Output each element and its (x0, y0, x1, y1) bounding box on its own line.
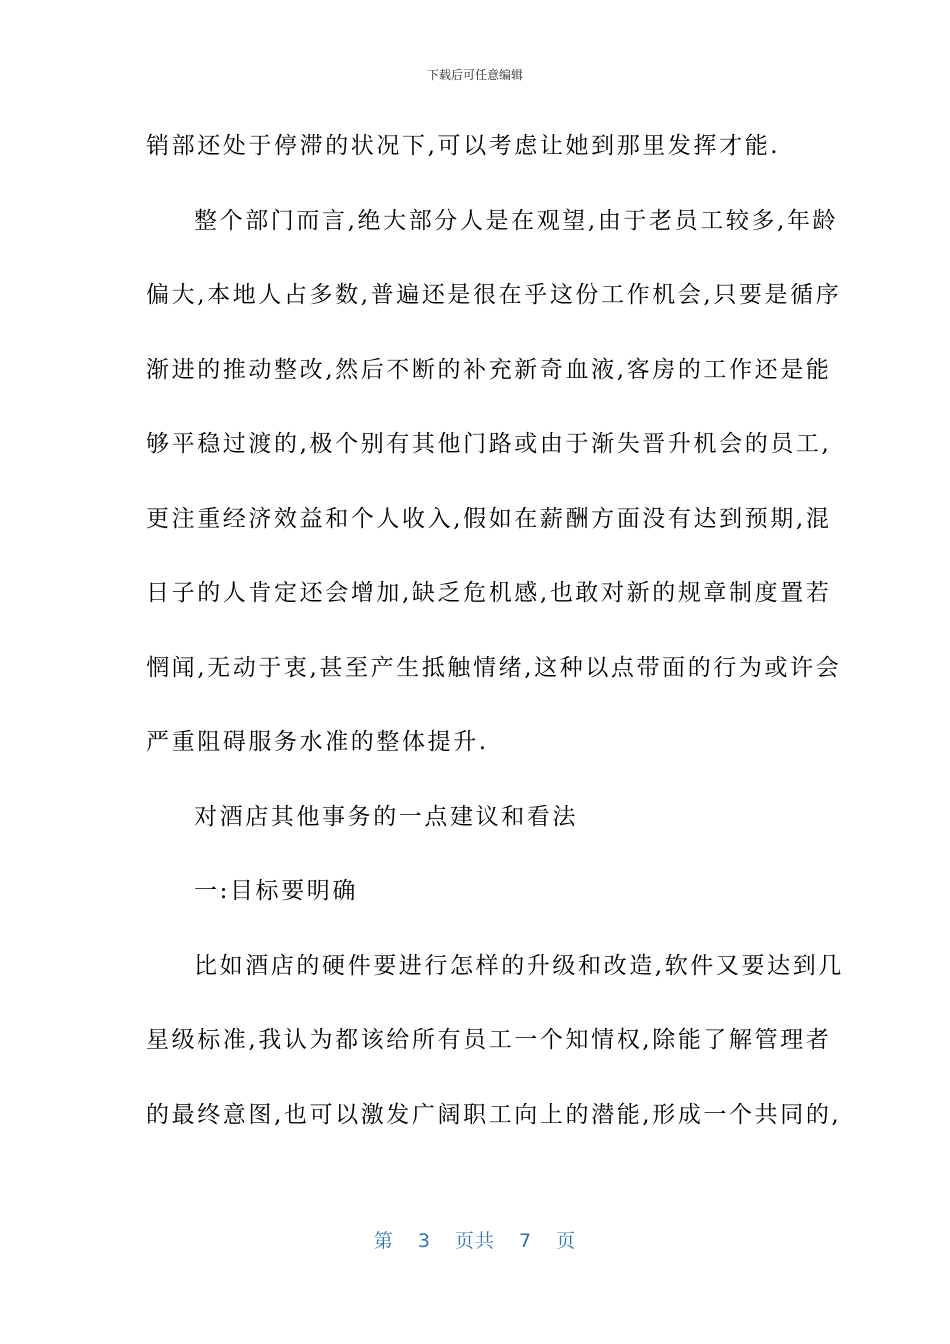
footer-suffix: 页 (556, 1230, 577, 1252)
paragraph-line: 日子的人肯定还会增加,缺乏危机感,也敢对新的规章制度置若 (146, 580, 832, 606)
paragraph-line: 整个部门而言,绝大部分人是在观望,由于老员工较多,年龄 (194, 207, 839, 234)
paragraph-line: 销部还处于停滞的状况下,可以考虑让她到那里发挥才能. (146, 133, 781, 159)
document-body (146, 124, 844, 1167)
paragraph-line: 星级标准,我认为都该给所有员工一个知情权,除能了解管理者 (146, 1027, 832, 1053)
subsection-heading: 一:目标要明确 (194, 878, 358, 904)
paragraph-line: 偏大,本地人占多数,普遍还是很在乎这份工作机会,只要是循序 (146, 282, 842, 308)
paragraph-line: 比如酒店的硬件要进行怎样的升级和改造,软件又要达到几 (194, 952, 844, 979)
footer-prefix: 第 (373, 1230, 394, 1252)
section-heading: 对酒店其他事务的一点建议和看法 (194, 803, 578, 830)
paragraph-line: 惘闻,无动于衷,甚至产生抵触情绪,这种以点带面的行为或许会 (146, 654, 842, 681)
footer-middle: 页共 (454, 1230, 495, 1252)
total-page-number: 7 (519, 1230, 533, 1252)
paragraph-line: 的最终意图,也可以激发广阔职工向上的潜能,形成一个共同的, (146, 1101, 842, 1128)
paragraph-line: 更注重经济效益和个人收入,假如在薪酬方面没有达到预期,混 (146, 505, 832, 532)
page-footer (0, 1226, 950, 1253)
current-page-number: 3 (417, 1230, 431, 1252)
paragraph-line: 渐进的推动整改,然后不断的补充新奇血液,客房的工作还是能 (146, 356, 832, 383)
download-note: 下载后可任意编辑 (426, 68, 523, 82)
paragraph-line: 严重阻碍服务水准的整体提升. (146, 729, 489, 755)
paragraph-line: 够平稳过渡的,极个别有其他门路或由于渐失晋升机会的员工, (146, 431, 832, 457)
